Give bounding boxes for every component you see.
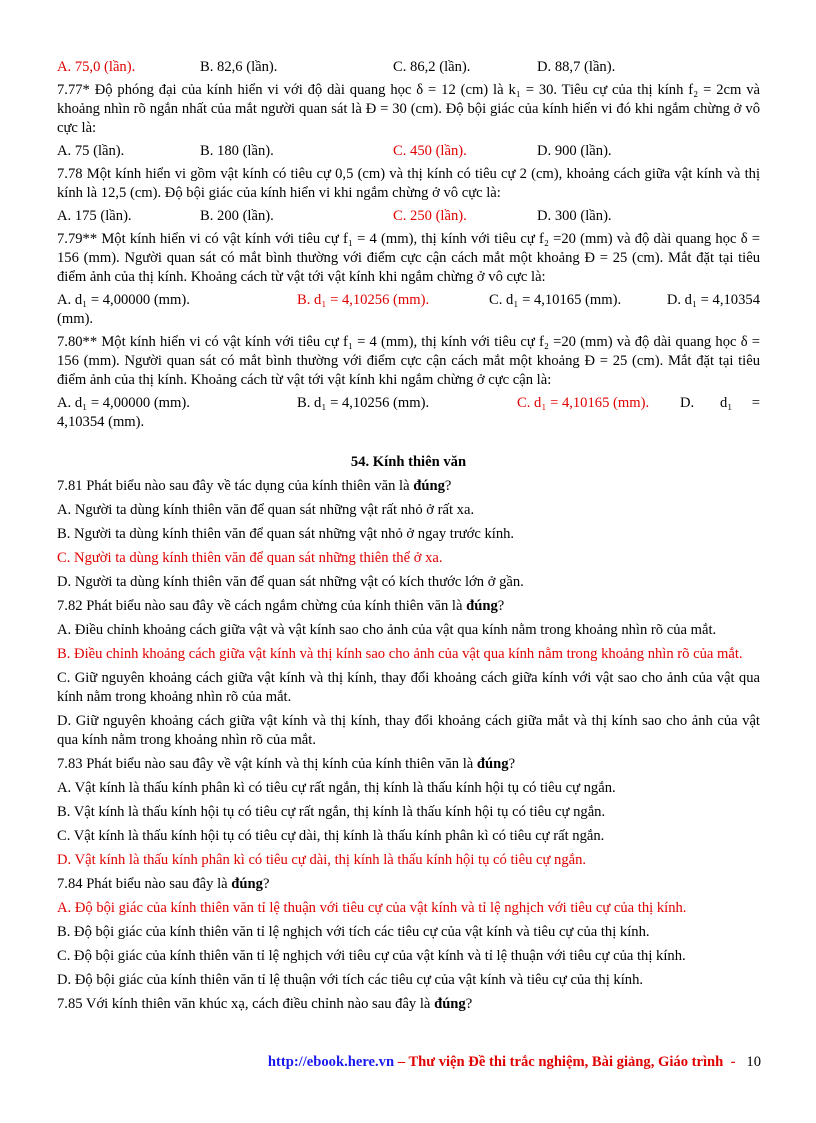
q77-option-a: A. 75 (lần). xyxy=(57,143,125,159)
q85-stem-text: 7.85 Với kính thiên văn khúc xạ, cách điều chỉnh nào sau đây là xyxy=(57,996,431,1012)
document-page xyxy=(57,58,760,1014)
q78-options xyxy=(57,207,760,226)
q76-option-c: C. 86,2 (lần). xyxy=(393,59,471,75)
q84-stem-end: ? xyxy=(262,876,270,892)
q84-option-c: C. Độ bội giác của kính thiên văn tỉ lệ nghịch với tiêu cự của vật kính và tỉ lệ thuận với tiêu cự của thị kính. xyxy=(57,948,686,964)
q78-text: 7.78 Một kính hiển vi gồm vật kính có tiêu cự 0,5 (cm) và thị kính có tiêu cự 2 (cm), khoảng cách giữa vật kính và thị kính là 12,5 (cm). Độ bội giác của kính hiển vi khi ngắm chừng ở vô cực là: xyxy=(57,166,760,201)
section-title: 54. Kính thiên văn xyxy=(350,454,467,470)
footer-dash: – xyxy=(394,1054,409,1070)
q84-stem-bold: đúng xyxy=(231,876,263,892)
q84-stem xyxy=(57,875,760,894)
q76-option-a: A. 75,0 (lần). xyxy=(57,59,136,75)
q79-option-b: B. d₁ = 4,10256 (mm). xyxy=(297,292,430,308)
q77-option-d: D. 900 (lần). xyxy=(537,143,612,159)
q82-stem-bold: đúng xyxy=(466,598,498,614)
q82-stem xyxy=(57,597,760,616)
q80-option-d-continued: 4,10354 (mm). xyxy=(57,414,145,430)
q82-option-d: D. Giữ nguyên khoảng cách giữa vật kính và thị kính, thay đổi khoảng cách giữa mắt và thị kính sao cho ảnh của vật qua kính nằm trong khoảng nhìn rõ của mắt. xyxy=(57,713,760,748)
q80-option-a: A. d₁ = 4,00000 (mm). xyxy=(57,395,190,411)
q80-option-b: B. d₁ = 4,10256 (mm). xyxy=(297,395,430,411)
q80-options xyxy=(57,394,760,413)
q83-stem-end: ? xyxy=(508,756,516,772)
q85-stem-end: ? xyxy=(465,996,473,1012)
footer-library-text: Thư viện Đề thi trắc nghiệm, Bài giảng, Giáo trình xyxy=(408,1054,724,1070)
q81-option-a: A. Người ta dùng kính thiên văn để quan sát những vật rất nhỏ ở rất xa. xyxy=(57,502,475,518)
q82-stem-text: 7.82 Phát biểu nào sau đây về cách ngắm chừng của kính thiên văn là xyxy=(57,598,463,614)
q77-options xyxy=(57,142,760,161)
q83-option-c: C. Vật kính là thấu kính hội tụ có tiêu cự dài, thị kính là thấu kính phân kì có tiêu cự rất ngắn. xyxy=(57,828,605,844)
q77-option-b: B. 180 (lần). xyxy=(200,143,274,159)
q78-option-c: C. 250 (lần). xyxy=(393,208,467,224)
q84-option-a: A. Độ bội giác của kính thiên văn tỉ lệ thuận với tiêu cự của vật kính và tỉ lệ nghịch với tiêu cự của thị kính. xyxy=(57,900,687,916)
q82-option-a: A. Điều chỉnh khoảng cách giữa vật và vật kính sao cho ảnh của vật qua kính nằm trong khoảng nhìn rõ của mắt. xyxy=(57,622,717,638)
q79-option-a: A. d₁ = 4,00000 (mm). xyxy=(57,292,190,308)
page-footer xyxy=(0,1054,816,1071)
q81-stem-text: 7.81 Phát biểu nào sau đây về tác dụng của kính thiên văn là xyxy=(57,478,410,494)
q76-option-d: D. 88,7 (lần). xyxy=(537,59,616,75)
q79-option-c: C. d₁ = 4,10165 (mm). xyxy=(489,292,622,308)
q80-option-c: C. d₁ = 4,10165 (mm). xyxy=(517,395,650,411)
q83-option-b: B. Vật kính là thấu kính hội tụ có tiêu cự rất ngắn, thị kính là thấu kính hội tụ có tiêu cự ngắn. xyxy=(57,804,606,820)
q77-text: 7.77* Độ phóng đại của kính hiển vi với độ dài quang học δ = 12 (cm) là k₁ = 30. Tiêu cự của thị kính f₂ = 2cm và khoảng nhìn rõ ngắn nhất của mắt người quan sát là Đ = 30 (cm). Độ bội giác của kính hiển vi đó khi ngắm chừng ở vô cực là: xyxy=(57,82,760,136)
page-number: 10 xyxy=(746,1054,761,1070)
q79-option-d: D. d₁ = 4,10354 xyxy=(666,292,760,308)
q79-text: 7.79** Một kính hiển vi có vật kính với tiêu cự f₁ = 4 (mm), thị kính với tiêu cự f₂ =20 (mm) và độ dài quang học δ = 156 (mm). Người quan sát có mắt bình thường với điểm cực cận cách mắt một khoảng Đ = 25 (cm). Mắt đặt tại tiêu điểm ảnh của thị kính. Khoảng cách từ vật tới vật kính khi ngắm chừng ở vô cực là: xyxy=(57,231,760,285)
q85-stem xyxy=(57,995,760,1014)
q81-stem-end: ? xyxy=(444,478,452,494)
footer-link[interactable]: http://ebook.here.vn xyxy=(267,1054,395,1070)
footer-separator: - xyxy=(723,1054,740,1070)
q80-option-d-label: D. xyxy=(680,395,695,411)
q82-option-b: B. Điều chỉnh khoảng cách giữa vật kính và thị kính sao cho ảnh của vật qua kính nằm trong khoảng nhìn rõ của mắt. xyxy=(57,646,743,662)
q81-stem xyxy=(57,477,760,496)
q82-stem-end: ? xyxy=(497,598,505,614)
q78-option-a: A. 175 (lần). xyxy=(57,208,132,224)
q84-option-d: D. Độ bội giác của kính thiên văn tỉ lệ thuận với tích các tiêu cự của vật kính và tiêu cự của thị kính. xyxy=(57,972,644,988)
q81-option-b: B. Người ta dùng kính thiên văn để quan sát những vật nhỏ ở ngay trước kính. xyxy=(57,526,515,542)
q78-option-b: B. 200 (lần). xyxy=(200,208,274,224)
q81-stem-bold: đúng xyxy=(413,478,445,494)
q77-option-c: C. 450 (lần). xyxy=(393,143,467,159)
q85-stem-bold: đúng xyxy=(434,996,466,1012)
q81-option-c: C. Người ta dùng kính thiên văn để quan sát những thiên thể ở xa. xyxy=(57,550,443,566)
q76-option-b: B. 82,6 (lần). xyxy=(200,59,278,75)
q83-option-d: D. Vật kính là thấu kính phân kì có tiêu cự dài, thị kính là thấu kính hội tụ có tiêu cự ngắn. xyxy=(57,852,587,868)
q80-option-d-eq: = xyxy=(751,395,760,411)
q79-option-d-continued: (mm). xyxy=(57,311,94,327)
q76-options xyxy=(57,58,760,77)
q82-option-c: C. Giữ nguyên khoảng cách giữa vật kính và thị kính, thay đổi khoảng cách giữa kính với vật sao cho ảnh của vật qua kính nằm trong khoảng nhìn rõ của mắt. xyxy=(57,670,760,705)
q83-option-a: A. Vật kính là thấu kính phân kì có tiêu cự rất ngắn, thị kính là thấu kính hội tụ có tiêu cự ngắn. xyxy=(57,780,616,796)
q81-option-d: D. Người ta dùng kính thiên văn để quan sát những vật có kích thước lớn ở gần. xyxy=(57,574,524,590)
q84-stem-text: 7.84 Phát biểu nào sau đây là xyxy=(57,876,228,892)
q80-option-d-var: d₁ xyxy=(720,395,733,411)
q84-option-b: B. Độ bội giác của kính thiên văn tỉ lệ nghịch với tích các tiêu cự của vật kính và tiêu cự của thị kính. xyxy=(57,924,650,940)
q80-text: 7.80** Một kính hiển vi có vật kính với tiêu cự f₁ = 4 (mm), thị kính với tiêu cự f₂ =20 (mm) và độ dài quang học δ = 156 (mm). Người quan sát có mắt bình thường với điểm cực cận cách mắt một khoảng Đ = 25 (cm). Mắt đặt tại tiêu điểm ảnh của thị kính. Khoảng cách từ vật tới vật kính khi ngắm chừng ở cực cận là: xyxy=(57,334,760,388)
q78-option-d: D. 300 (lần). xyxy=(537,208,612,224)
q83-stem xyxy=(57,755,760,774)
q83-stem-text: 7.83 Phát biểu nào sau đây về vật kính và thị kính của kính thiên văn là xyxy=(57,756,474,772)
q79-options xyxy=(57,291,760,310)
q83-stem-bold: đúng xyxy=(476,756,509,772)
